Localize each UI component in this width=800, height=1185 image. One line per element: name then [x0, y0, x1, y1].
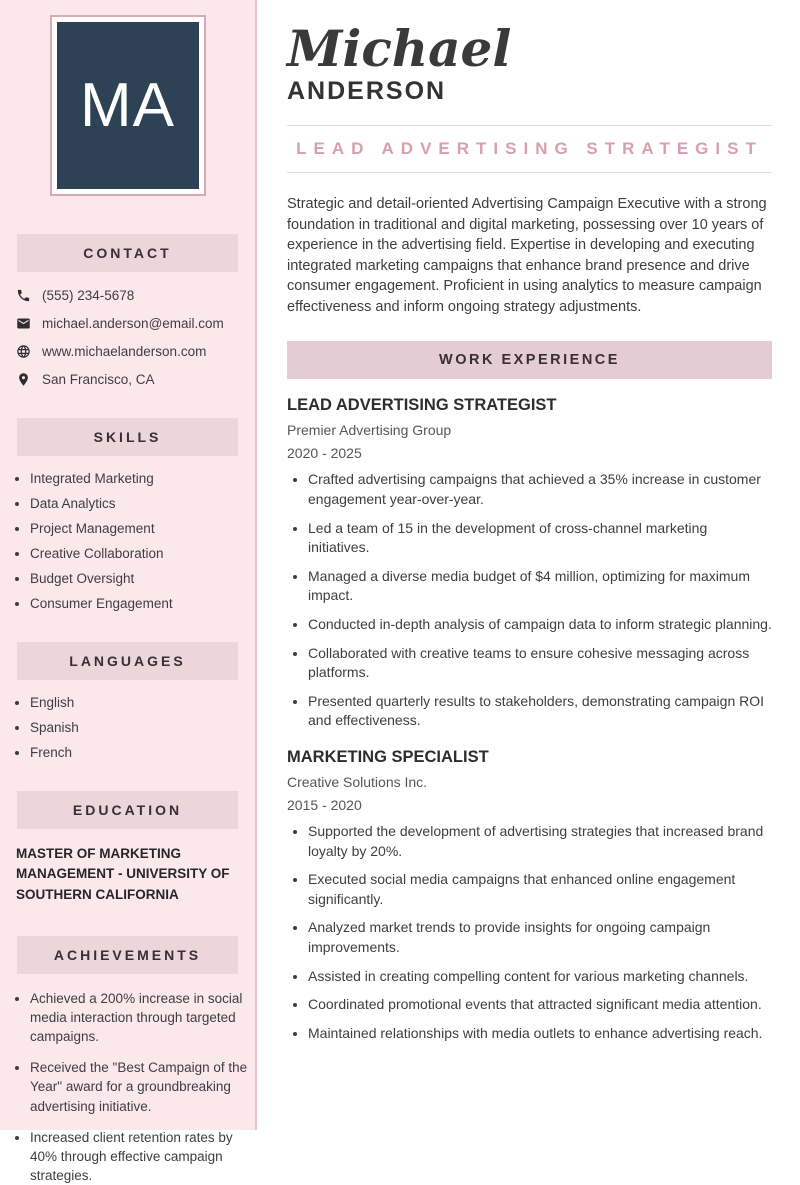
- job-entry: [287, 748, 772, 1043]
- education-heading: EDUCATION: [17, 791, 238, 829]
- languages-list: [0, 695, 255, 760]
- contact-phone-row: [16, 288, 239, 303]
- education-section: [0, 791, 255, 905]
- skill-item: • Data Analytics: [30, 496, 255, 511]
- contact-email: michael.anderson@email.com: [42, 316, 224, 331]
- job-dates: 2020 - 2025: [287, 445, 362, 462]
- skill-item: • Consumer Engagement: [30, 596, 255, 611]
- first-name: Michael: [287, 19, 512, 78]
- languages-section: [0, 642, 255, 760]
- job-bullet: • Supported the development of advertising strategies that increased brand loyalty by 20%.: [308, 822, 772, 861]
- achievements-heading: ACHIEVEMENTS: [17, 936, 238, 974]
- job-title: MARKETING SPECIALIST: [287, 748, 489, 766]
- job-bullets: [287, 822, 772, 1043]
- profile-photo-frame: [50, 15, 206, 196]
- job-company: Premier Advertising Group: [287, 422, 452, 439]
- contact-email-row: [16, 316, 239, 331]
- achievements-list: [0, 989, 255, 1185]
- achievement-item: • Received the "Best Campaign of the Year" award for a groundbreaking advertising initiative.: [30, 1058, 255, 1115]
- achievement-item: • Increased client retention rates by 40% through effective campaign strategies.: [30, 1128, 255, 1185]
- education-degree: MASTER OF MARKETING MANAGEMENT - UNIVERSITY OF SOUTHERN CALIFORNIA: [16, 846, 230, 902]
- work-experience-heading: WORK EXPERIENCE: [287, 341, 772, 379]
- job-bullet: • Coordinated promotional events that attracted significant media attention.: [308, 995, 772, 1015]
- skills-section: [0, 418, 255, 611]
- skill-item: • Project Management: [30, 521, 255, 536]
- contact-heading: CONTACT: [17, 234, 238, 272]
- contact-phone: (555) 234-5678: [42, 288, 135, 303]
- contact-location-row: [16, 372, 239, 387]
- skills-heading: SKILLS: [17, 418, 238, 456]
- job-company: Creative Solutions Inc.: [287, 774, 428, 790]
- job-bullet: • Managed a diverse media budget of $4 million, optimizing for maximum impact.: [308, 567, 772, 606]
- contact-list: [0, 272, 255, 387]
- language-item: • English: [30, 695, 255, 710]
- languages-heading: LANGUAGES: [17, 642, 238, 680]
- contact-location: San Francisco, CA: [42, 372, 155, 387]
- achievement-item: • Achieved a 200% increase in social media interaction through targeted campaigns.: [30, 989, 255, 1046]
- email-icon: [16, 316, 31, 331]
- job-bullets: [287, 470, 772, 731]
- language-item: • Spanish: [30, 720, 255, 735]
- main-column: [257, 0, 800, 1130]
- job-bullet: • Assisted in creating compelling content for various marketing channels.: [308, 967, 772, 987]
- achievements-section: [0, 936, 255, 1185]
- role-title: LEAD ADVERTISING STRATEGIST: [287, 125, 772, 173]
- job-dates: 2015 - 2020: [287, 797, 362, 813]
- professional-summary: Strategic and detail-oriented Advertising Campaign Executive with a strong foundation in traditional and digital marketing, possessing over 10 years of experience in the advertising field. Expertise in developing and executing integrated marketing campaigns that enhance brand presence and drive consumer engagement. Proficient in using analytics to measure campaign effectiveness and inform ongoing strategy adjustments.: [287, 196, 767, 315]
- skill-item: • Integrated Marketing: [30, 471, 255, 486]
- job-entry: [287, 396, 772, 731]
- job-bullet: • Analyzed market trends to provide insights for ongoing campaign improvements.: [308, 918, 772, 957]
- job-bullet: • Maintained relationships with media outlets to enhance advertising reach.: [308, 1024, 772, 1044]
- profile-initials: MA: [57, 22, 199, 189]
- skill-item: • Budget Oversight: [30, 571, 255, 586]
- sidebar: [0, 0, 257, 1183]
- location-pin-icon: [16, 372, 31, 387]
- contact-website: www.michaelanderson.com: [42, 344, 207, 359]
- job-bullet: • Crafted advertising campaigns that achieved a 35% increase in customer engagement year-over-year.: [308, 470, 772, 509]
- language-item: • French: [30, 745, 255, 760]
- job-title: LEAD ADVERTISING STRATEGIST: [287, 396, 557, 415]
- job-bullet: • Led a team of 15 in the development of cross-channel marketing initiatives.: [308, 519, 772, 558]
- skills-list: [0, 471, 255, 611]
- last-name: ANDERSON: [287, 77, 447, 105]
- job-bullet: • Conducted in-depth analysis of campaign data to inform strategic planning.: [308, 615, 772, 635]
- job-bullet: • Executed social media campaigns that enhanced online engagement significantly.: [308, 870, 772, 909]
- job-bullet: • Presented quarterly results to stakeholders, demonstrating campaign ROI and effectiveness.: [308, 692, 772, 731]
- contact-section: [0, 234, 255, 387]
- job-bullet: • Collaborated with creative teams to ensure cohesive messaging across platforms.: [308, 644, 772, 683]
- phone-icon: [16, 288, 31, 303]
- contact-website-row: [16, 344, 239, 359]
- globe-icon: [16, 344, 31, 359]
- skill-item: • Creative Collaboration: [30, 546, 255, 561]
